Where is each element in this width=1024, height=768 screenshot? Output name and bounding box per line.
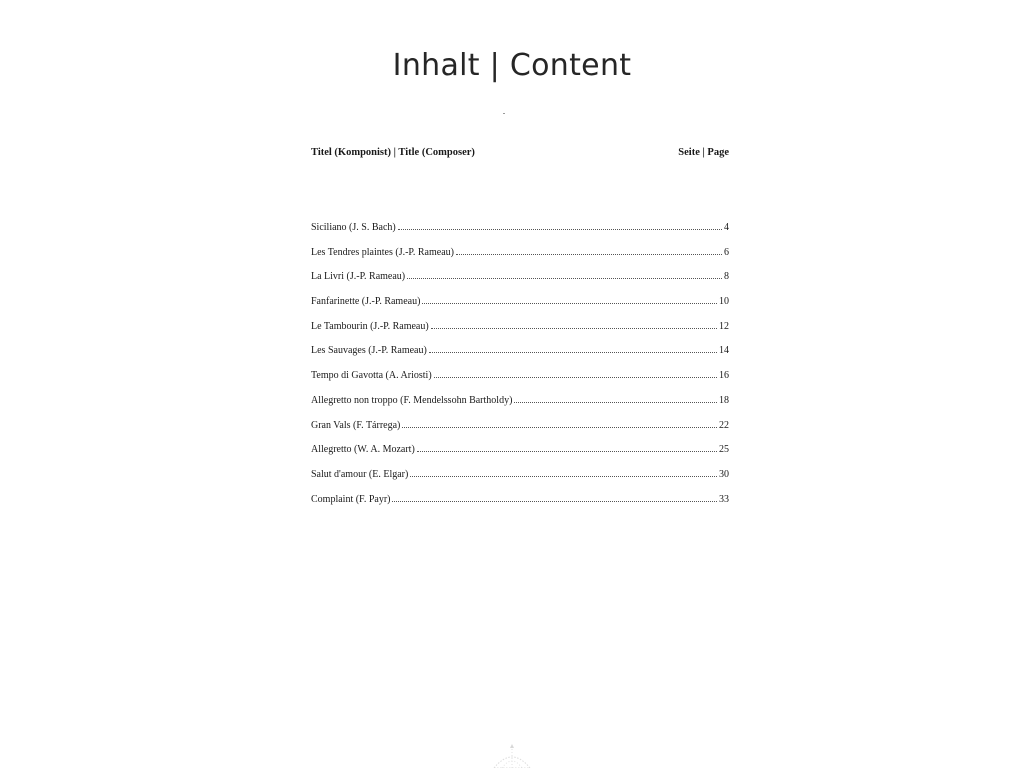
toc-entry — [311, 468, 729, 493]
toc-list — [311, 221, 729, 517]
toc-entry-page: 6 — [724, 246, 729, 258]
toc-entry-page: 22 — [719, 419, 729, 431]
toc-entry — [311, 394, 729, 419]
toc-dot-leader — [407, 278, 722, 279]
toc-entry-title: Salut d'amour (E. Elgar) — [311, 468, 409, 480]
toc-entry-page: 18 — [719, 394, 729, 406]
toc-entry — [311, 246, 729, 271]
toc-entry-page: 25 — [719, 444, 729, 456]
toc-dot-leader — [431, 328, 717, 329]
toc-entry — [311, 295, 729, 320]
toc-dot-leader — [392, 501, 717, 502]
toc-dot-leader — [398, 229, 722, 230]
toc-dot-leader — [456, 254, 722, 255]
toc-header-title-column: Titel (Komponist) | Title (Composer) — [311, 147, 475, 158]
toc-header-page-column: Seite | Page — [678, 147, 729, 158]
toc-dot-leader — [417, 451, 717, 452]
toc-entry — [311, 221, 729, 246]
page-title: Inhalt | Content — [392, 48, 632, 83]
toc-dot-leader — [402, 427, 717, 428]
toc-entry-title: Siciliano (J. S. Bach) — [311, 222, 396, 233]
toc-entry-title: Complaint (F. Payr) — [311, 493, 391, 505]
toc-entry-title: Allegretto (W. A. Mozart) — [311, 444, 415, 456]
toc-dot-leader — [429, 352, 717, 353]
ornament-icon — [488, 740, 536, 768]
toc-entry-title: Allegretto non troppo (F. Mendelssohn Bartholdy) — [311, 394, 513, 406]
toc-dot-leader — [434, 377, 717, 378]
toc-dot-leader — [514, 402, 717, 403]
toc-entry — [311, 419, 729, 444]
toc-entry-page: 16 — [719, 370, 729, 382]
toc-entry — [311, 320, 729, 345]
toc-entry-title: Les Tendres plaintes (J.-P. Rameau) — [311, 246, 454, 258]
toc-entry-page: 14 — [719, 345, 729, 357]
toc-entry-page: 33 — [719, 493, 729, 505]
scan-speck — [503, 113, 505, 114]
toc-entry-page: 10 — [719, 296, 729, 308]
toc-entry — [311, 443, 729, 468]
toc-entry-title: Les Sauvages (J.-P. Rameau) — [311, 345, 427, 357]
toc-dot-leader — [422, 303, 717, 304]
toc-entry-title: Tempo di Gavotta (A. Ariosti) — [311, 370, 432, 382]
toc-entry — [311, 493, 729, 518]
toc-entry-page: 12 — [719, 320, 729, 332]
toc-entry-title: Le Tambourin (J.-P. Rameau) — [311, 320, 429, 332]
toc-dot-leader — [410, 476, 717, 477]
toc-entry-title: Gran Vals (F. Tárrega) — [311, 419, 401, 431]
toc-entry-page: 8 — [724, 271, 729, 283]
toc-entry — [311, 369, 729, 394]
toc-entry-page: 4 — [724, 222, 729, 233]
toc-entry-page: 30 — [719, 468, 729, 480]
toc-entry-title: Fanfarinette (J.-P. Rameau) — [311, 296, 421, 308]
toc-entry-title: La Livri (J.-P. Rameau) — [311, 271, 406, 283]
toc-entry — [311, 270, 729, 295]
toc-entry — [311, 344, 729, 369]
